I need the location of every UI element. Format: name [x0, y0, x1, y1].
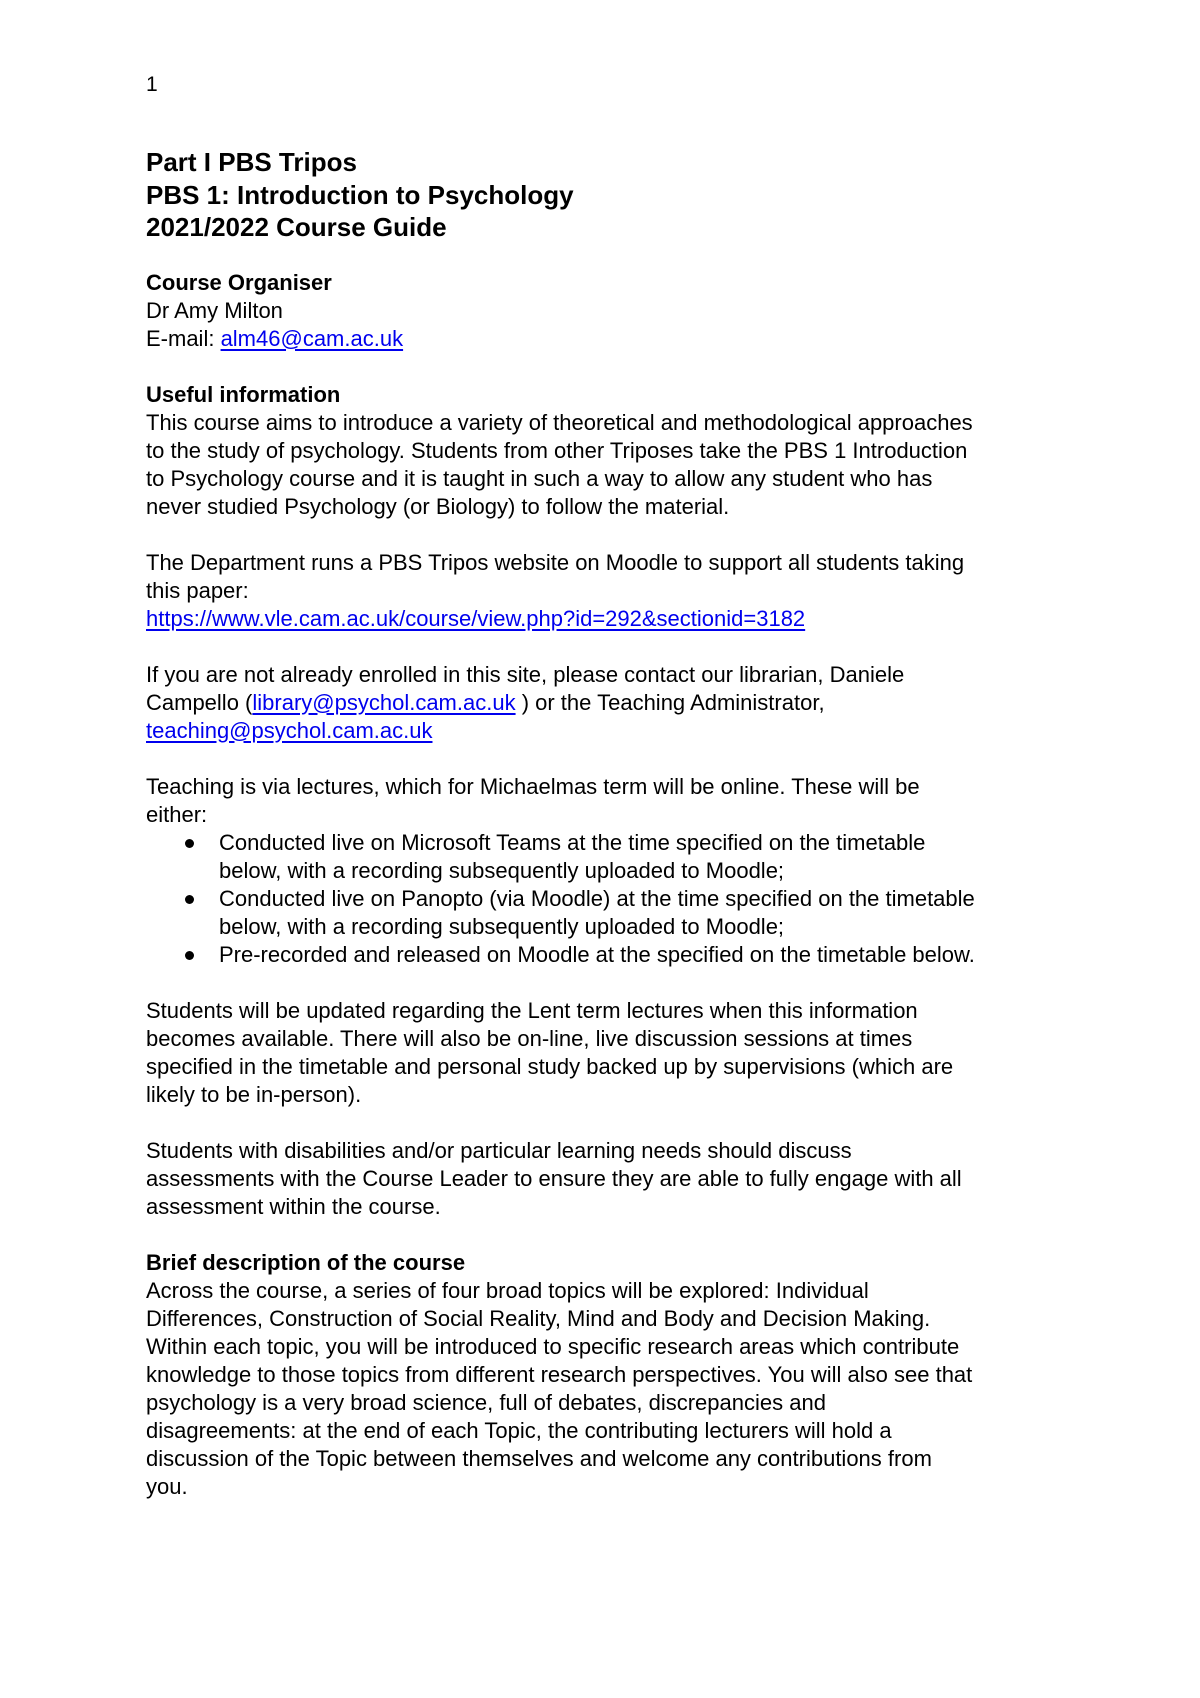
paragraph-line: to the study of psychology. Students from other Triposes take the PBS 1 Introduction: [146, 437, 968, 463]
title-line-3: 2021/2022 Course Guide: [146, 212, 447, 242]
organiser-email-line: [146, 325, 1076, 353]
paragraph-line: psychology is a very broad science, full of debates, discrepancies and: [146, 1389, 826, 1415]
useful-information-heading: Useful information: [146, 381, 341, 407]
paragraph-line: likely to be in-person).: [146, 1081, 362, 1107]
list-item-line: below, with a recording subsequently uploaded to Moodle;: [219, 857, 785, 883]
paragraph-line: The Department runs a PBS Tripos website on Moodle to support all students taking: [146, 549, 965, 575]
document-content: [146, 146, 1076, 1501]
title-line-2: PBS 1: Introduction to Psychology: [146, 179, 574, 210]
organiser-name: Dr Amy Milton: [146, 297, 283, 323]
paragraph-line: discussion of the Topic between themselves and welcome any contributions from: [146, 1445, 932, 1471]
paragraph-line: never studied Psychology (or Biology) to follow the material.: [146, 493, 730, 519]
teaching-email-line: [146, 717, 1076, 745]
list-item-line: Pre-recorded and released on Moodle at the specified on the timetable below.: [219, 941, 975, 967]
paragraph-line: knowledge to those topics from different research perspectives. You will also see that: [146, 1361, 973, 1387]
list-item: [146, 941, 1076, 969]
moodle-url-line: [146, 605, 1076, 633]
bullet-icon: [185, 839, 194, 848]
paragraph-line: This course aims to introduce a variety of theoretical and methodological approaches: [146, 409, 973, 435]
title-line-1: Part I PBS Tripos: [146, 147, 357, 177]
text-fragment: Campello (: [146, 689, 253, 715]
paragraph-line: Teaching is via lectures, which for Michaelmas term will be online. These will be: [146, 773, 920, 799]
paragraph-line: assessments with the Course Leader to ensure they are able to fully engage with all: [146, 1165, 962, 1191]
organiser-email-link[interactable]: alm46@cam.ac.uk: [220, 325, 404, 351]
lecture-format-list: [146, 829, 1076, 969]
paragraph-line: Within each topic, you will be introduced to specific research areas which contribute: [146, 1333, 960, 1359]
useful-information-section: [146, 381, 1076, 1221]
library-email-link[interactable]: library@psychol.cam.ac.uk: [252, 689, 516, 715]
list-item-line: Conducted live on Panopto (via Moodle) at the time specified on the timetable: [219, 885, 975, 911]
list-item-line: below, with a recording subsequently uploaded to Moodle;: [219, 913, 785, 939]
list-item-line: Conducted live on Microsoft Teams at the time specified on the timetable: [219, 829, 926, 855]
brief-description-heading: Brief description of the course: [146, 1249, 466, 1275]
text-fragment: ) or the Teaching Administrator,: [515, 689, 825, 715]
paragraph-line: Students with disabilities and/or particular learning needs should discuss: [146, 1137, 852, 1163]
paragraph-line: assessment within the course.: [146, 1193, 441, 1219]
bullet-icon: [185, 951, 194, 960]
list-item: [146, 829, 1076, 885]
list-item: [146, 885, 1076, 941]
paragraph-line: either:: [146, 801, 208, 827]
paragraph-line: becomes available. There will also be on-line, live discussion sessions at times: [146, 1025, 913, 1051]
paragraph-line: you.: [146, 1473, 188, 1499]
paragraph-line: [146, 689, 1076, 717]
paragraph-line: Across the course, a series of four broad topics will be explored: Individual: [146, 1277, 869, 1303]
paragraph-line: Differences, Construction of Social Reality, Mind and Body and Decision Making.: [146, 1305, 931, 1331]
brief-description-section: [146, 1249, 1076, 1501]
paragraph-line: specified in the timetable and personal study backed up by supervisions (which are: [146, 1053, 954, 1079]
paragraph-line: If you are not already enrolled in this site, please contact our librarian, Daniele: [146, 661, 905, 687]
course-organiser-heading: Course Organiser: [146, 269, 332, 295]
moodle-url-link[interactable]: https://www.vle.cam.ac.uk/course/view.php?id=292&sectionid=3182: [146, 605, 806, 631]
paragraph-line: this paper:: [146, 577, 249, 603]
paragraph-line: disagreements: at the end of each Topic, the contributing lecturers will hold a: [146, 1417, 892, 1443]
document-title: [146, 146, 1076, 244]
course-organiser-section: [146, 269, 1076, 353]
paragraph-line: to Psychology course and it is taught in such a way to allow any student who has: [146, 465, 933, 491]
page-number: 1: [146, 73, 158, 96]
bullet-icon: [185, 895, 194, 904]
email-label: E-mail:: [146, 325, 221, 351]
paragraph-line: Students will be updated regarding the Lent term lectures when this information: [146, 997, 918, 1023]
teaching-email-link[interactable]: teaching@psychol.cam.ac.uk: [146, 717, 433, 743]
